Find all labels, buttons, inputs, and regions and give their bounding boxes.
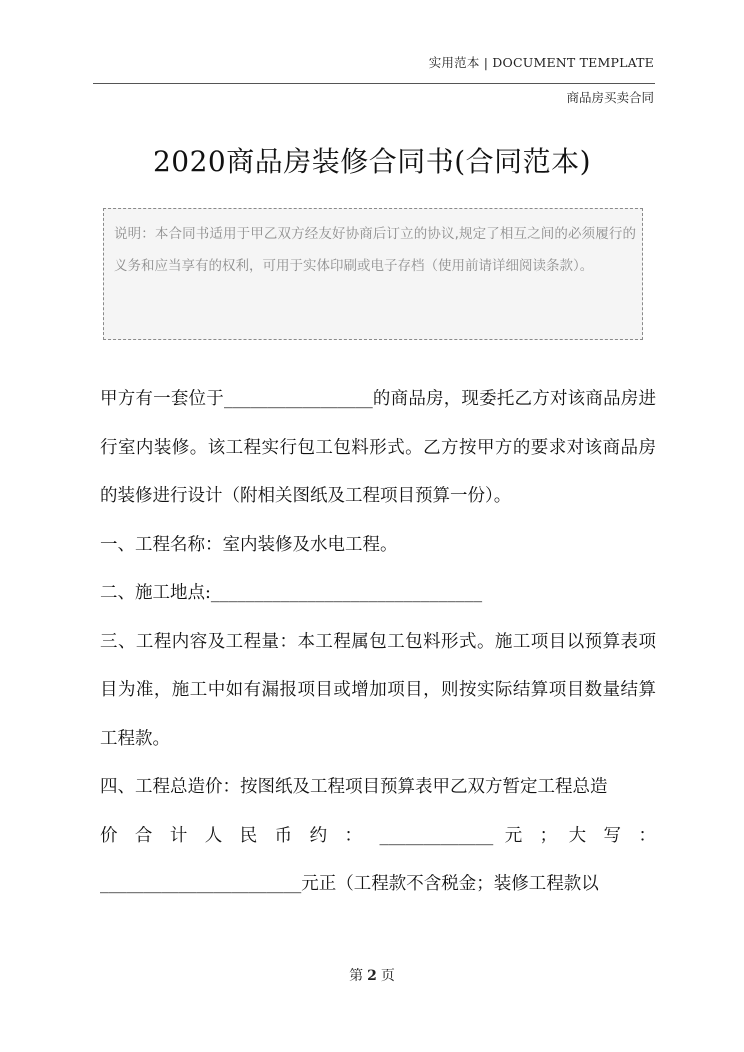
paragraph-intro: 甲方有一套位于_________________的商品房，现委托乙方对该商品房进行室内装修。该工程实行包工包料形式。乙方按甲方的要求对该商品房的装修进行设计（附相关图纸及工程项目预算一份）。 <box>100 389 656 506</box>
header-contract-type-label: 商品房买卖合同 <box>566 90 654 105</box>
footer-suffix: 页 <box>380 968 395 984</box>
paragraph-total-cost-line-2: 价 合 计 人 民 币 约 ： _____________ 元 ； 大 写 ： <box>100 825 656 846</box>
paragraph-total-cost-line-3: _______________________元正（工程款不含税金；装修工程款以 <box>100 874 599 894</box>
paragraph-total-cost-line-1: 四、工程总造价：按图纸及工程项目预算表甲乙双方暂定工程总造 <box>100 777 608 797</box>
footer-prefix: 第 <box>349 968 364 984</box>
contract-body <box>100 375 656 909</box>
header-divider <box>93 83 655 84</box>
page-number: 2 <box>367 968 377 984</box>
document-title: 2020商品房装修合同书(合同范本) <box>152 145 592 178</box>
header-document-template-label: 实用范本 | DOCUMENT TEMPLATE <box>428 55 654 70</box>
page-footer <box>0 965 744 985</box>
paragraph-work-scope: 三、工程内容及工程量：本工程属包工包料形式。施工项目以预算表项目为准，施工中如有漏报项目或增加项目，则按实际结算项目数量结算工程款。 <box>100 631 656 749</box>
paragraph-project-name: 一、工程名称：室内装修及水电工程。 <box>100 534 398 555</box>
paragraph-construction-site: 二、施工地点:_______________________________ <box>100 583 483 603</box>
note-text: 说明：本合同书适用于甲乙双方经友好协商后订立的协议,规定了相互之间的必须履行的义务和应当享有的权利，可用于实体印刷或电子存档（使用前请详细阅读条款）。 <box>114 226 636 274</box>
note-box <box>103 208 643 340</box>
